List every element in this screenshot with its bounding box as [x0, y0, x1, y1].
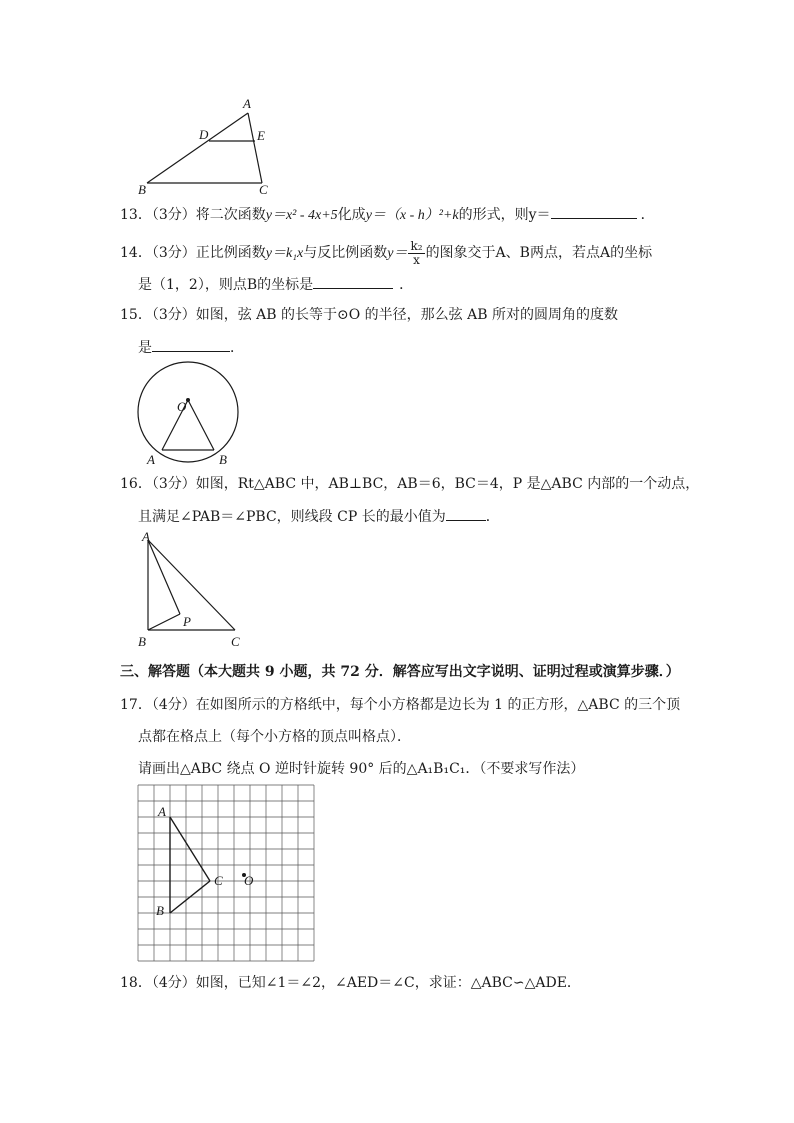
- label-d: D: [199, 127, 209, 142]
- question-15: [120, 305, 618, 325]
- q14-expression-2: y＝: [387, 246, 408, 261]
- section-3-heading: [120, 662, 680, 682]
- label-e: E: [257, 128, 265, 143]
- q15-line1: 15．（3分）如图，弦 AB 的长等于⊙O 的半径，那么弦 AB 所对的圆周角的度数: [120, 307, 618, 323]
- label-a: A: [243, 96, 251, 111]
- segment-ba: [147, 113, 248, 183]
- q16-answer-blank[interactable]: [446, 506, 486, 521]
- question-15-line-2: [138, 337, 244, 358]
- label-p: P: [183, 614, 191, 629]
- q14-expression-1: y＝k₁x: [265, 246, 304, 261]
- q16-line1: 16．（3分）如图，Rt△ABC 中，AB⊥BC，AB＝6，BC＝4，P 是△ABC 内部的一个动点，: [120, 476, 700, 492]
- q14-number: 14．（3分）正比例函数: [120, 245, 266, 261]
- figure-grid: [138, 785, 318, 965]
- question-16-line-2: [138, 506, 500, 527]
- question-17: [120, 695, 680, 715]
- figure-right-triangle-p: [135, 530, 250, 655]
- q13-tail: 的形式，则y＝: [458, 207, 551, 223]
- q15-answer-blank[interactable]: [152, 337, 230, 352]
- label-b: B: [138, 634, 146, 649]
- question-16: [120, 474, 699, 494]
- radius-ob: [188, 400, 214, 450]
- label-a: A: [158, 804, 166, 819]
- section-3-heading-text: 三、解答题（本大题共 9 小题，共 72 分．解答应写出文字说明、证明过程或演算步骤．）: [120, 664, 680, 680]
- q14-line2-start: 是（1，2），则点B的坐标是: [138, 277, 314, 293]
- q13-expression: y＝x² - 4x+5: [265, 208, 338, 223]
- q17-line3: 请画出△ABC 绕点 O 逆时针旋转 90° 后的△A₁B₁C₁．（不要求写作法）: [138, 761, 585, 777]
- q16-line2-end: ．: [485, 509, 500, 525]
- q13-answer-blank[interactable]: [551, 204, 637, 219]
- q14-fraction: [408, 240, 424, 267]
- label-o: O: [244, 873, 254, 888]
- segment-ac: [148, 540, 235, 630]
- label-b: B: [138, 182, 146, 197]
- q13-mid: 化成: [337, 207, 366, 223]
- q15-line2-end: ．: [230, 340, 244, 356]
- figure-triangle-de: [135, 95, 275, 200]
- label-a: A: [142, 529, 150, 544]
- q14-mid: 与反比例函数: [303, 245, 388, 261]
- question-14: [120, 239, 652, 268]
- question-17-line-2: [138, 727, 411, 747]
- label-c: C: [231, 634, 240, 649]
- q14-fraction-numerator: k₂: [410, 238, 423, 253]
- q14-tail: 的图象交于A、B两点，若点A的坐标: [425, 245, 653, 261]
- label-b: B: [156, 903, 164, 918]
- label-a: A: [147, 452, 155, 467]
- q15-line2-start: 是: [138, 340, 152, 356]
- label-c: C: [259, 182, 268, 197]
- q14-answer-blank[interactable]: [313, 274, 393, 289]
- label-b: B: [219, 452, 227, 467]
- q13-number: 13．（3分）将二次函数: [120, 207, 266, 223]
- q18-line1: 18．（4分）如图，已知∠1＝∠2，∠AED＝∠C，求证：△ABC∽△ADE．: [120, 975, 581, 991]
- q13-target: y＝（x - h）²+k: [365, 208, 459, 223]
- label-c: C: [214, 873, 223, 888]
- q14-line2-end: ．: [399, 277, 414, 293]
- question-13: [120, 204, 655, 226]
- q13-end: ．: [640, 207, 655, 223]
- circle-o: [138, 362, 238, 462]
- q17-line1: 17．（4分）在如图所示的方格纸中，每个小方格都是边长为 1 的正方形，△ABC 的三个顶: [120, 697, 681, 713]
- question-17-line-3: [138, 759, 584, 779]
- q17-line2: 点都在格点上（每个小方格的顶点叫格点）．: [138, 729, 411, 745]
- question-14-line-2: [138, 274, 413, 295]
- grid-svg: [138, 785, 318, 965]
- q14-fraction-denominator: x: [413, 252, 420, 267]
- q16-line2-start: 且满足∠PAB＝∠PBC，则线段 CP 长的最小值为: [138, 509, 446, 525]
- segment-bp: [148, 614, 180, 630]
- question-18: [120, 973, 581, 993]
- segment-ac: [248, 113, 262, 183]
- segment-ap: [148, 540, 180, 614]
- center-point: [186, 398, 190, 402]
- figure-circle-chord: [136, 362, 242, 468]
- label-o: O: [177, 399, 187, 414]
